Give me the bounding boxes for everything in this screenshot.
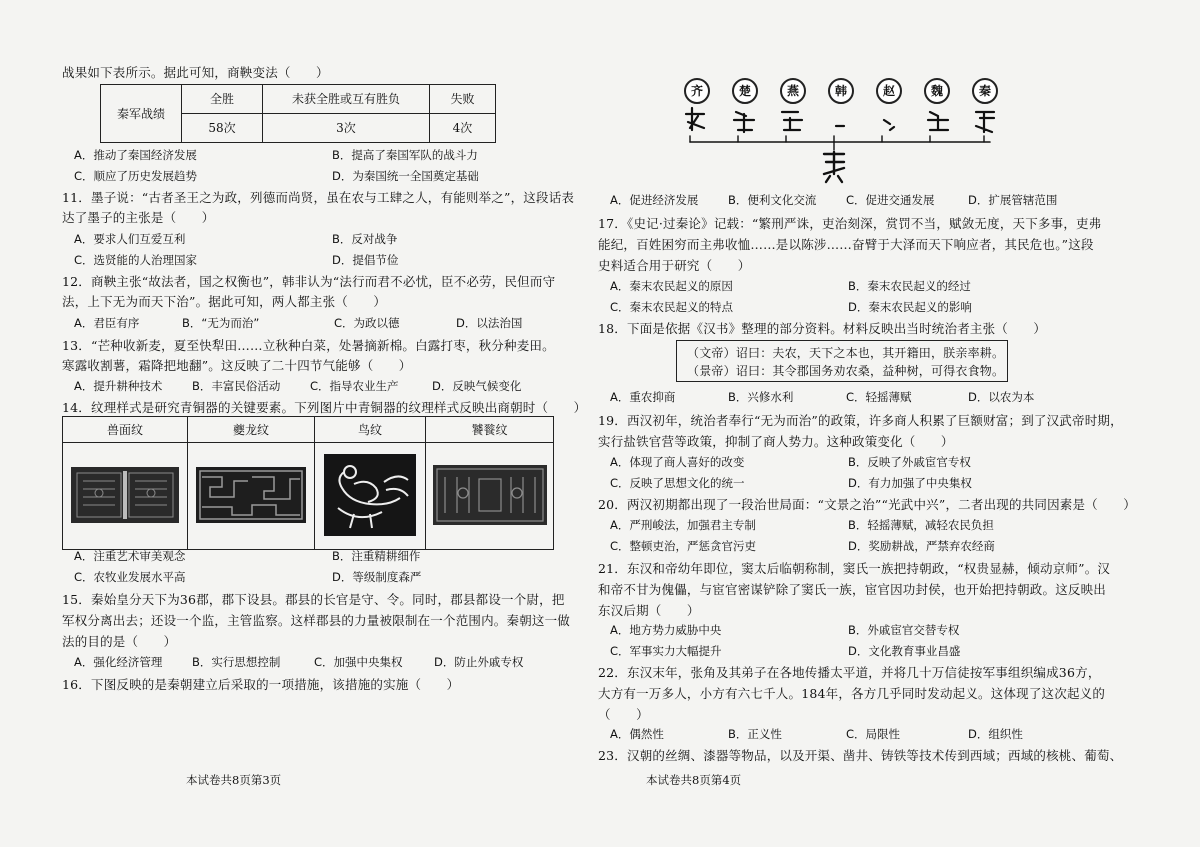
option[interactable]: A．体现了商人喜好的改变 bbox=[610, 455, 745, 469]
option[interactable]: D．文化教育事业昌盛 bbox=[848, 644, 961, 658]
option[interactable]: A．严刑峻法，加强君主专制 bbox=[610, 518, 756, 532]
q20-options bbox=[610, 520, 994, 532]
q19-stem: 实行盐铁官营等政策，抑制了商人势力。这种政策变化（ ） bbox=[598, 434, 954, 449]
q20-options bbox=[610, 541, 995, 553]
option[interactable]: D．反映气候变化 bbox=[432, 379, 522, 393]
table-header: 兽面纹 bbox=[63, 417, 188, 443]
option[interactable]: A．重农抑商 bbox=[610, 390, 676, 404]
pattern-cell bbox=[63, 443, 188, 550]
bird-pattern-image bbox=[324, 454, 416, 536]
q14-options bbox=[74, 551, 420, 563]
table-header: 饕餮纹 bbox=[426, 417, 554, 443]
option[interactable]: B．“无为而治” bbox=[182, 316, 260, 330]
option[interactable]: B．注重精耕细作 bbox=[332, 549, 421, 563]
q14-pattern-table bbox=[62, 416, 554, 550]
option[interactable]: B．反对战争 bbox=[332, 232, 398, 246]
q18-stem: 18．下面是依据《汉书》整理的部分资料。材料反映出当时统治者主张（ ） bbox=[598, 321, 1047, 336]
material-line: （景帝）诏曰：其令郡国务劝农桑，益种树，可得衣食物。 bbox=[687, 364, 1005, 378]
option[interactable]: A．偶然性 bbox=[610, 727, 664, 741]
option[interactable]: C．反映了思想文化的统一 bbox=[610, 476, 745, 490]
q11-options bbox=[74, 234, 397, 246]
option[interactable]: C．促进交通发展 bbox=[846, 193, 935, 207]
q17-options bbox=[610, 302, 972, 314]
q22-stem: （ ） bbox=[598, 707, 649, 722]
option[interactable]: A．秦末农民起义的原因 bbox=[610, 279, 733, 293]
option[interactable]: C．秦末农民起义的特点 bbox=[610, 300, 734, 314]
option[interactable]: B．兴修水利 bbox=[728, 390, 794, 404]
q10-options bbox=[74, 150, 478, 162]
option[interactable]: C．选贤能的人治理国家 bbox=[74, 253, 198, 267]
taotie-pattern-image bbox=[433, 465, 547, 525]
option[interactable]: A．推动了秦国经济发展 bbox=[74, 148, 197, 162]
option[interactable]: D．提倡节俭 bbox=[332, 253, 399, 267]
left-page bbox=[62, 0, 587, 847]
pattern-cell bbox=[188, 443, 315, 550]
q11-stem: 11．墨子说：“古者圣王之为政，列德而尚贤，虽在农与工肆之人，有能则举之”，这段话表 bbox=[62, 190, 575, 205]
option[interactable]: A．强化经济管理 bbox=[74, 655, 163, 669]
q23-stem: 23．汉朝的丝绸、漆器等物品，以及开渠、凿井、铸铁等技术传到西域；西域的核桃、葡萄、 bbox=[598, 748, 1123, 763]
q11-options bbox=[74, 255, 398, 267]
q14-options bbox=[74, 572, 421, 584]
q13-options bbox=[74, 381, 521, 393]
table-cell: 58次 bbox=[182, 114, 263, 143]
option[interactable]: D．为秦国统一全国奠定基础 bbox=[332, 169, 479, 183]
option[interactable]: C．轻摇薄赋 bbox=[846, 390, 912, 404]
option[interactable]: A．君臣有序 bbox=[74, 316, 140, 330]
table-header: 鸟纹 bbox=[315, 417, 426, 443]
q14-stem: 14．纹理样式是研究青铜器的关键要素。下列图片中青铜器的纹理样式反映出商朝时（ ） bbox=[62, 400, 587, 415]
option[interactable]: B．丰富民俗活动 bbox=[192, 379, 281, 393]
q17-options bbox=[610, 281, 971, 293]
q19-stem: 19．西汉初年，统治者奉行“无为而治”的政策，许多商人积累了巨额财富；到了汉武帝时期， bbox=[598, 413, 1123, 428]
state-seal: 楚 bbox=[732, 78, 758, 104]
option[interactable]: C．加强中央集权 bbox=[314, 655, 403, 669]
q22-options bbox=[610, 729, 1023, 741]
q11-stem: 达了墨子的主张是（ ） bbox=[62, 210, 215, 225]
option[interactable]: D．扩展管辖范围 bbox=[968, 193, 1058, 207]
ancient-horse-glyphs bbox=[684, 78, 1004, 188]
q13-stem: 寒露收割薯，霜降把地翻”。这反映了二十四节气能够（ ） bbox=[62, 358, 412, 373]
option[interactable]: D．防止外戚专权 bbox=[434, 655, 524, 669]
option[interactable]: A．提升耕种技术 bbox=[74, 379, 163, 393]
q15-stem: 15．秦始皇分天下为36郡，郡下设县。郡县的长官是守、令。同时，郡县都设一个尉，把 bbox=[62, 592, 565, 607]
state-seal: 秦 bbox=[972, 78, 998, 104]
material-line: （文帝）诏曰：夫农，天下之本也，其开籍田，朕亲率耕。 bbox=[687, 346, 1005, 360]
option[interactable]: C．农牧业发展水平高 bbox=[74, 570, 186, 584]
q10-tail: 战果如下表所示。据此可知，商鞅变法（ ） bbox=[62, 65, 329, 80]
table-cell: 失败 bbox=[430, 85, 496, 114]
table-cell: 全胜 bbox=[182, 85, 263, 114]
q15-options bbox=[74, 657, 523, 669]
q21-stem: 21．东汉和帝幼年即位，窦太后临朝称制，窦氏一族把持朝政，“权贵显赫，倾动京师”。汉 bbox=[598, 561, 1111, 576]
q13-stem: 13．“芒种收新麦，夏至快犁田……立秋种白菜，处暑摘新棉。白露打枣，秋分种麦田。 bbox=[62, 338, 555, 353]
q10-table bbox=[100, 84, 496, 143]
page-footer: 本试卷共8页第3页 bbox=[186, 773, 282, 787]
option[interactable]: C．军事实力大幅提升 bbox=[610, 644, 722, 658]
q22-stem: 大方有一万多人，小方有六七千人。184年，各方几乎同时发动起义。这体现了这次起义的 bbox=[598, 686, 1106, 701]
pattern-cell bbox=[426, 443, 554, 550]
option[interactable]: D．秦末农民起义的影响 bbox=[848, 300, 972, 314]
table-cell: 未获全胜或互有胜负 bbox=[263, 85, 430, 114]
option[interactable]: B．秦末农民起义的经过 bbox=[848, 279, 971, 293]
state-seal: 韩 bbox=[828, 78, 854, 104]
q12-stem: 法，上下无为而天下治”。据此可知，两人都主张（ ） bbox=[62, 294, 387, 309]
q17-stem: 史料适合用于研究（ ） bbox=[598, 258, 751, 273]
q22-stem: 22．东汉末年，张角及其弟子在各地传播太平道，并将几十万信徒按军事组织编成36方， bbox=[598, 665, 1101, 680]
q19-options bbox=[610, 457, 971, 469]
option[interactable]: D．奖励耕战，严禁弃农经商 bbox=[848, 539, 995, 553]
option[interactable]: B．提高了秦国军队的战斗力 bbox=[332, 148, 478, 162]
q12-options bbox=[74, 318, 522, 330]
q18-material-box bbox=[676, 340, 1008, 382]
q16-stem: 16．下图反映的是秦朝建立后采取的一项措施，该措施的实施（ ） bbox=[62, 677, 460, 692]
option[interactable]: B．反映了外戚宦官专权 bbox=[848, 455, 971, 469]
state-seal: 赵 bbox=[876, 78, 902, 104]
q15-stem: 军权分离出去；还设一个监，主管监察。这样郡县的力量被限制在一个范围内。秦朝这一做 bbox=[62, 613, 571, 628]
state-seal: 燕 bbox=[780, 78, 806, 104]
q17-stem: 17．《史记·过秦论》记载：“繁刑严诛，吏治刻深，赏罚不当，赋敛无度，天下多事，吏弗 bbox=[598, 216, 1102, 231]
q17-stem: 能纪，百姓困穷而主弗收恤……是以陈涉……奋臂于大泽而天下响应者，其民危也。”这段 bbox=[598, 237, 1094, 252]
row-header: 秦军战绩 bbox=[101, 85, 182, 143]
option[interactable]: A．促进经济发展 bbox=[610, 193, 699, 207]
page-footer: 本试卷共8页第4页 bbox=[646, 773, 742, 787]
state-seal: 齐 bbox=[684, 78, 710, 104]
right-page bbox=[598, 0, 1136, 847]
q21-options bbox=[610, 646, 960, 658]
option[interactable]: D．以农为本 bbox=[968, 390, 1035, 404]
pattern-cell bbox=[315, 443, 426, 550]
option[interactable]: C．为政以德 bbox=[334, 316, 400, 330]
option[interactable]: D．有力加强了中央集权 bbox=[848, 476, 972, 490]
q21-stem: 和帝不甘为傀儡，与宦官密谋铲除了窦氏一族，宦官因功封侯，也开始把持朝政。这反映出 bbox=[598, 582, 1107, 597]
option[interactable]: C．局限性 bbox=[846, 727, 901, 741]
q16-options bbox=[610, 195, 1057, 207]
kui-dragon-pattern-image bbox=[196, 467, 306, 523]
table-cell: 4次 bbox=[430, 114, 496, 143]
q15-stem: 法的目的是（ ） bbox=[62, 634, 177, 649]
option[interactable]: D．以法治国 bbox=[456, 316, 523, 330]
table-cell: 3次 bbox=[263, 114, 430, 143]
option[interactable]: B．便利文化交流 bbox=[728, 193, 817, 207]
option[interactable]: D．组织性 bbox=[968, 727, 1023, 741]
option[interactable]: B．正义性 bbox=[728, 727, 782, 741]
option[interactable]: D．等级制度森严 bbox=[332, 570, 422, 584]
option[interactable]: B．轻摇薄赋，减轻农民负担 bbox=[848, 518, 994, 532]
q12-stem: 12．商鞅主张“故法者，国之权衡也”，韩非认为“法行而君不必忧，臣不必劳，民但而守 bbox=[62, 274, 556, 289]
q21-stem: 东汉后期（ ） bbox=[598, 603, 700, 618]
script-unification-diagram bbox=[684, 78, 1004, 188]
option[interactable]: A．要求人们互爱互利 bbox=[74, 232, 186, 246]
state-seal: 魏 bbox=[924, 78, 950, 104]
option[interactable]: C．指导农业生产 bbox=[310, 379, 399, 393]
option[interactable]: C．顺应了历史发展趋势 bbox=[74, 169, 198, 183]
beast-face-pattern-image bbox=[71, 467, 179, 523]
option[interactable]: B．实行思想控制 bbox=[192, 655, 281, 669]
option[interactable]: B．外戚宦官交替专权 bbox=[848, 623, 960, 637]
q18-options bbox=[610, 392, 1034, 404]
option[interactable]: A．地方势力威胁中央 bbox=[610, 623, 722, 637]
q20-stem: 20．两汉初期都出现了一段治世局面：“文景之治”“光武中兴”，二者出现的共同因素是（ ） bbox=[598, 497, 1136, 512]
q19-options bbox=[610, 478, 972, 490]
option[interactable]: A．注重艺术审美观念 bbox=[74, 549, 186, 563]
table-header: 夔龙纹 bbox=[188, 417, 315, 443]
option[interactable]: C．整顿吏治，严惩贪官污吏 bbox=[610, 539, 757, 553]
q21-options bbox=[610, 625, 959, 637]
q10-options bbox=[74, 171, 479, 183]
